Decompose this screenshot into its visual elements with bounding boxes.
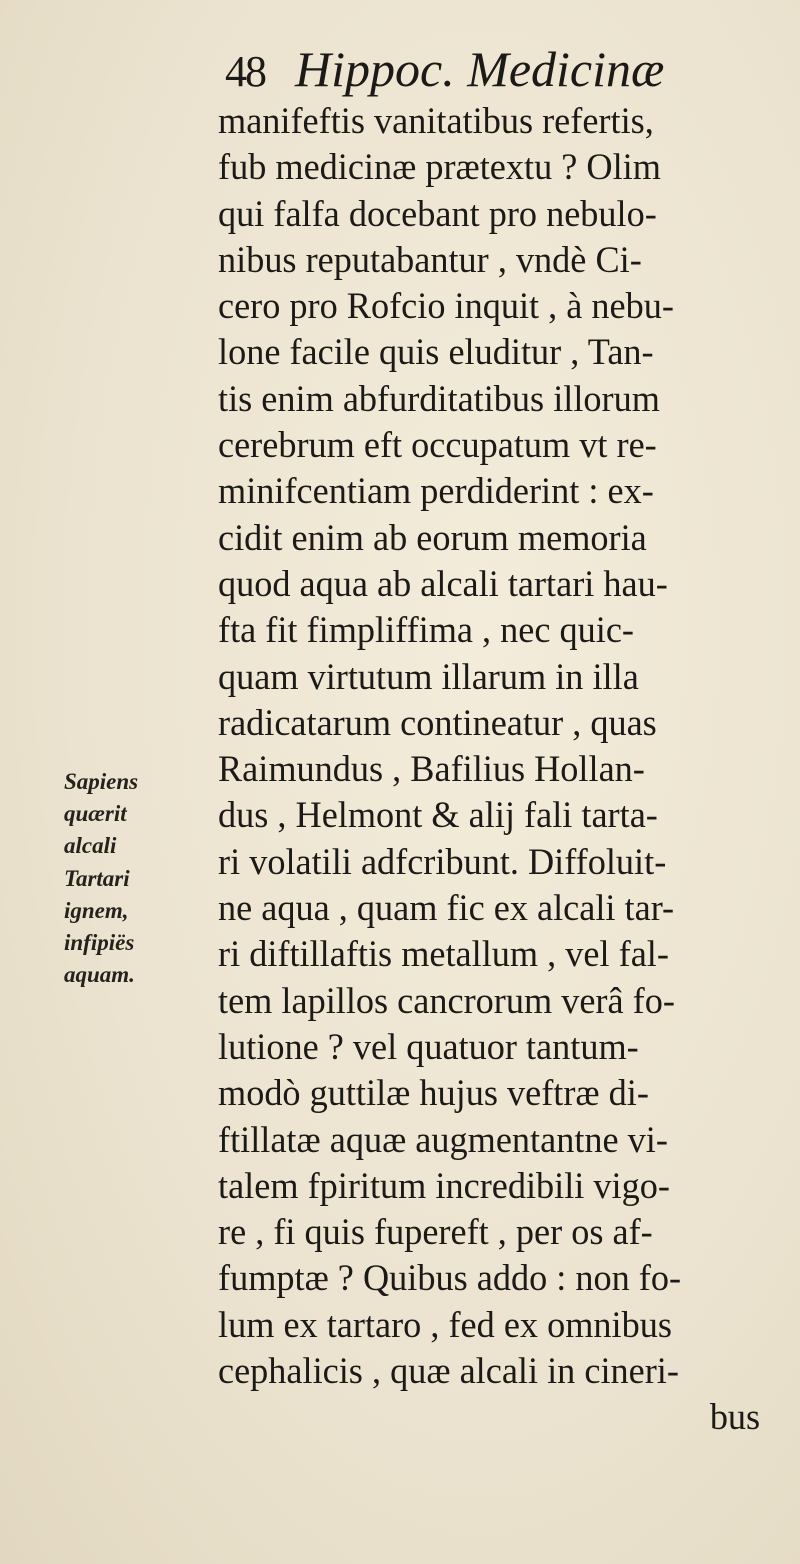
text-line: lutione ? vel quatuor tantum- xyxy=(218,1025,639,1067)
marginal-note-line: quærit xyxy=(64,801,127,827)
text-line: manifeftis vanitatibus refertis, xyxy=(218,100,654,141)
text-line: qui falfa docebant pro nebulo- xyxy=(218,192,657,234)
marginal-note xyxy=(64,766,214,991)
text-line: nibus reputabantur , vndè Ci- xyxy=(218,238,642,280)
text-line: lone facile quis eluditur , Tan- xyxy=(218,331,654,373)
text-line: modò guttilæ hujus veftræ di- xyxy=(218,1072,649,1114)
marginal-note-line: ignem, xyxy=(64,897,129,923)
page-number: 48 xyxy=(225,47,265,96)
text-line: ne aqua , quam fic ex alcali tar- xyxy=(218,887,675,929)
text-line: tem lapillos cancrorum verâ fo- xyxy=(218,979,675,1021)
text-line: cephalicis , quæ alcali in cineri- xyxy=(218,1350,679,1392)
text-line: talem fpiritum incredibili vigo- xyxy=(218,1164,670,1206)
text-line: cero pro Rofcio inquit , à nebu- xyxy=(218,285,674,327)
running-title: Hippoc. Medicinæ xyxy=(295,41,665,97)
marginal-note-line: Sapiens xyxy=(64,769,139,794)
text-line: quam virtutum illarum in illa xyxy=(218,655,639,697)
text-line: tis enim abfurditatibus illorum xyxy=(218,377,660,419)
text-line: radicatarum contineatur , quas xyxy=(218,701,657,743)
text-line: ftillatæ aquæ augmentantne vi- xyxy=(218,1118,668,1160)
text-line: ri volatili adfcribunt. Diffoluit- xyxy=(218,840,667,882)
text-line: dus , Helmont & alij fali tarta- xyxy=(218,794,658,836)
marginal-note-line: aquam. xyxy=(64,962,135,988)
marginal-note-line: alcali xyxy=(64,833,117,859)
text-line: minifcentiam perdiderint : ex- xyxy=(218,470,654,512)
text-line: cidit enim ab eorum memoria xyxy=(218,516,647,558)
marginal-note-line: infipiës xyxy=(64,929,135,955)
text-line: fta fit fimpliffima , nec quic- xyxy=(218,609,635,651)
text-line: Raimundus , Bafilius Hollan- xyxy=(218,748,645,790)
page-header xyxy=(225,40,664,100)
main-text-block xyxy=(218,98,800,1441)
text-line: ri diftillaftis metallum , vel fal- xyxy=(218,933,669,975)
text-line: quod aqua ab alcali tartari hau- xyxy=(218,562,668,604)
text-line: fub medicinæ prætextu ? Olim xyxy=(218,146,661,188)
text-line: re , fi quis fupereft , per os af- xyxy=(218,1211,653,1253)
text-line: lum ex tartaro , fed ex omnibus xyxy=(218,1303,672,1345)
text-line: cerebrum eft occupatum vt re- xyxy=(218,424,657,466)
catchword: bus xyxy=(709,1396,761,1438)
marginal-note-line: Tartari xyxy=(64,865,130,891)
text-line: fumptæ ? Quibus addo : non fo- xyxy=(218,1257,682,1299)
